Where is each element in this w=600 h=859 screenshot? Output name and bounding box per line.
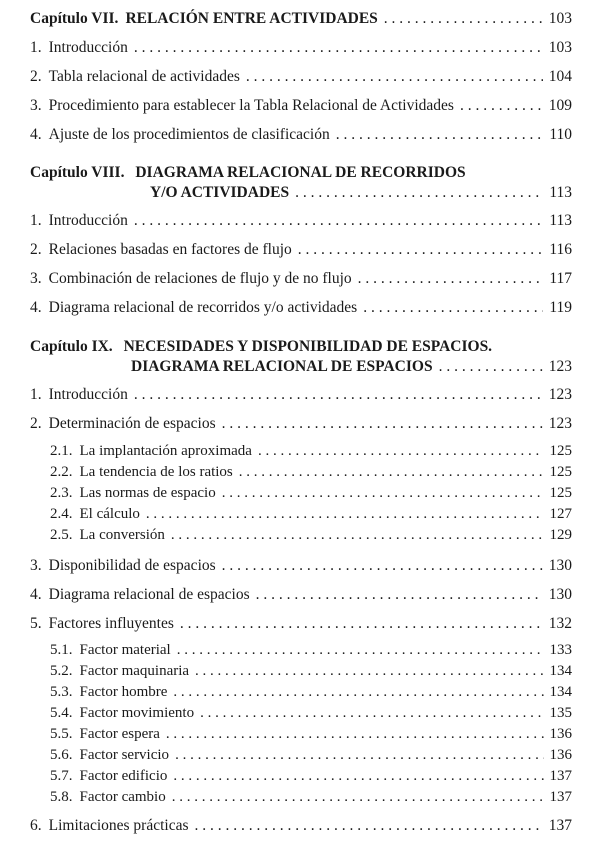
entry-page: 123: [548, 386, 572, 403]
chapter-8-title-line1: DIAGRAMA RELACIONAL DE RECORRIDOS: [135, 164, 466, 181]
chapter-9-label: Capítulo IX.: [30, 338, 113, 355]
entry-title: El cálculo: [79, 506, 140, 522]
entry-title: Determinación de espacios: [48, 415, 216, 432]
entry-page: 130: [548, 557, 572, 574]
dot-leader: [180, 614, 543, 633]
toc-subentry[interactable]: [50, 463, 572, 482]
toc-subentry[interactable]: [50, 725, 572, 744]
dot-leader: [222, 414, 543, 433]
entry-page: 125: [549, 443, 572, 459]
entry-number: 5.4.: [50, 705, 73, 721]
entry-title: Factor espera: [79, 726, 160, 742]
entry-page: 103: [548, 39, 572, 56]
entry-page: 125: [549, 464, 572, 480]
entry-number: 5.6.: [50, 747, 73, 763]
chapter-8-heading-line2[interactable]: [30, 183, 572, 202]
entry-number: 5.1.: [50, 642, 73, 658]
entry-title: Factor edificio: [79, 768, 168, 784]
entry-page: 133: [549, 642, 572, 658]
dot-leader: [336, 125, 544, 144]
entry-number: 1.: [30, 386, 42, 403]
chapter-8-page: 113: [549, 184, 572, 201]
dot-leader: [246, 67, 543, 86]
entry-title: Factores influyentes: [48, 615, 174, 632]
entry-title: Introducción: [48, 212, 128, 229]
toc-entry[interactable]: [30, 211, 572, 230]
dot-leader: [200, 704, 543, 723]
dot-leader: [175, 746, 543, 765]
entry-title: Las normas de espacio: [79, 485, 216, 501]
entry-page: 127: [549, 506, 572, 522]
entry-page: 134: [549, 663, 572, 679]
chapter-9-title-line1: NECESIDADES Y DISPONIBILIDAD DE ESPACIOS.: [123, 338, 493, 355]
dot-leader: [460, 96, 543, 115]
entry-title: Introducción: [48, 39, 128, 56]
entry-number: 2.5.: [50, 527, 73, 543]
dot-leader: [239, 463, 544, 482]
toc-entry[interactable]: [30, 556, 572, 575]
toc-entry[interactable]: [30, 298, 572, 317]
chapter-8-heading-line1[interactable]: [30, 163, 572, 182]
entry-page: 129: [549, 527, 572, 543]
chapter-9-page: 123: [548, 358, 572, 375]
toc-subentry[interactable]: [50, 683, 572, 702]
dot-leader: [195, 662, 543, 681]
dot-leader: [222, 484, 544, 503]
toc-entry[interactable]: [30, 125, 572, 144]
chapter-7-page: 103: [548, 10, 572, 27]
entry-number: 3.: [30, 557, 42, 574]
toc-entry[interactable]: [30, 38, 572, 57]
dot-leader: [295, 183, 543, 202]
toc-entry[interactable]: [30, 96, 572, 115]
dot-leader: [134, 211, 543, 230]
toc-entry[interactable]: [30, 816, 572, 835]
entry-number: 2.1.: [50, 443, 73, 459]
chapter-8-label: Capítulo VIII.: [30, 164, 125, 181]
entry-number: 2.4.: [50, 506, 73, 522]
entry-title: Factor movimiento: [79, 705, 195, 721]
entry-page: 125: [549, 485, 572, 501]
toc-subentry[interactable]: [50, 746, 572, 765]
entry-number: 2.3.: [50, 485, 73, 501]
entry-title: La conversión: [79, 527, 165, 543]
dot-leader: [358, 269, 544, 288]
chapter-9-heading-line2[interactable]: [30, 357, 572, 376]
entry-title: Tabla relacional de actividades: [48, 68, 240, 85]
entry-page: 116: [549, 241, 572, 258]
toc-subentry[interactable]: [50, 788, 572, 807]
entry-page: 117: [549, 270, 572, 287]
dot-leader: [177, 641, 544, 660]
dot-leader: [222, 556, 543, 575]
dot-leader: [134, 38, 543, 57]
dot-leader: [166, 725, 544, 744]
entry-page: 136: [549, 747, 572, 763]
dot-leader: [173, 683, 543, 702]
entry-title: Diagrama relacional de espacios: [48, 586, 250, 603]
toc-entry[interactable]: [30, 614, 572, 633]
entry-number: 5.: [30, 615, 42, 632]
entry-number: 1.: [30, 39, 42, 56]
dot-leader: [439, 357, 543, 376]
entry-number: 5.5.: [50, 726, 73, 742]
entry-page: 136: [549, 726, 572, 742]
toc-subentry[interactable]: [50, 767, 572, 786]
toc-subentry[interactable]: [50, 505, 572, 524]
entry-number: 5.3.: [50, 684, 73, 700]
toc-subentry[interactable]: [50, 641, 572, 660]
entry-page: 132: [548, 615, 572, 632]
entry-page: 113: [549, 212, 572, 229]
entry-number: 5.8.: [50, 789, 73, 805]
dot-leader: [256, 585, 543, 604]
dot-leader: [146, 505, 544, 524]
entry-title: Limitaciones prácticas: [48, 817, 189, 834]
entry-number: 4.: [30, 586, 42, 603]
entry-page: 134: [549, 684, 572, 700]
entry-page: 135: [549, 705, 572, 721]
toc-entry[interactable]: [30, 414, 572, 433]
entry-title: Factor cambio: [79, 789, 166, 805]
entry-title: La tendencia de los ratios: [79, 464, 233, 480]
entry-page: 123: [548, 415, 572, 432]
toc-subentry[interactable]: [50, 704, 572, 723]
dot-leader: [171, 526, 544, 545]
dot-leader: [134, 385, 543, 404]
entry-number: 2.: [30, 241, 42, 258]
toc-entry[interactable]: [30, 67, 572, 86]
entry-page: 137: [549, 768, 572, 784]
entry-page: 104: [548, 68, 572, 85]
entry-page: 119: [549, 299, 572, 316]
chapter-8-title-line2: Y/O ACTIVIDADES: [150, 184, 290, 201]
chapter-9-heading-line1[interactable]: [30, 337, 572, 356]
toc-entry[interactable]: [30, 269, 572, 288]
entry-title: Ajuste de los procedimientos de clasificación: [48, 126, 330, 143]
entry-number: 6.: [30, 817, 42, 834]
chapter-7-heading[interactable]: [30, 9, 572, 28]
entry-number: 3.: [30, 97, 42, 114]
dot-leader: [384, 9, 543, 28]
entry-number: 4.: [30, 126, 42, 143]
entry-number: 4.: [30, 299, 42, 316]
entry-page: 130: [548, 586, 572, 603]
toc-entry[interactable]: [30, 385, 572, 404]
toc-entry[interactable]: [30, 240, 572, 259]
entry-page: 109: [548, 97, 572, 114]
chapter-9-title-line2: DIAGRAMA RELACIONAL DE ESPACIOS: [131, 358, 433, 375]
entry-title: Factor maquinaria: [79, 663, 190, 679]
toc-subentry[interactable]: [50, 484, 572, 503]
dot-leader: [363, 298, 543, 317]
entry-title: Relaciones basadas en factores de flujo: [48, 241, 292, 258]
entry-page: 137: [549, 789, 572, 805]
entry-title: Diagrama relacional de recorridos y/o actividades: [48, 299, 358, 316]
dot-leader: [298, 240, 544, 259]
entry-number: 2.2.: [50, 464, 73, 480]
entry-title: Factor servicio: [79, 747, 170, 763]
toc-entry[interactable]: [30, 585, 572, 604]
entry-page: 110: [549, 126, 572, 143]
entry-number: 2.: [30, 415, 42, 432]
toc-subentry[interactable]: [50, 526, 572, 545]
entry-number: 5.7.: [50, 768, 73, 784]
dot-leader: [195, 816, 543, 835]
entry-number: 1.: [30, 212, 42, 229]
chapter-7-label: Capítulo VII.: [30, 10, 119, 27]
dot-leader: [173, 767, 543, 786]
entry-title: Combinación de relaciones de flujo y de no flujo: [48, 270, 352, 287]
entry-page: 137: [548, 817, 572, 834]
entry-title: Introducción: [48, 386, 128, 403]
entry-number: 3.: [30, 270, 42, 287]
dot-leader: [258, 442, 544, 461]
entry-title: Procedimiento para establecer la Tabla Relacional de Actividades: [48, 97, 454, 114]
entry-number: 5.2.: [50, 663, 73, 679]
dot-leader: [172, 788, 544, 807]
toc-subentry[interactable]: [50, 662, 572, 681]
entry-title: Factor hombre: [79, 684, 168, 700]
entry-title: Factor material: [79, 642, 171, 658]
entry-number: 2.: [30, 68, 42, 85]
entry-title: Disponibilidad de espacios: [48, 557, 216, 574]
chapter-7-title: RELACIÓN ENTRE ACTIVIDADES: [125, 10, 378, 27]
entry-title: La implantación aproximada: [79, 443, 252, 459]
toc-subentry[interactable]: [50, 442, 572, 461]
